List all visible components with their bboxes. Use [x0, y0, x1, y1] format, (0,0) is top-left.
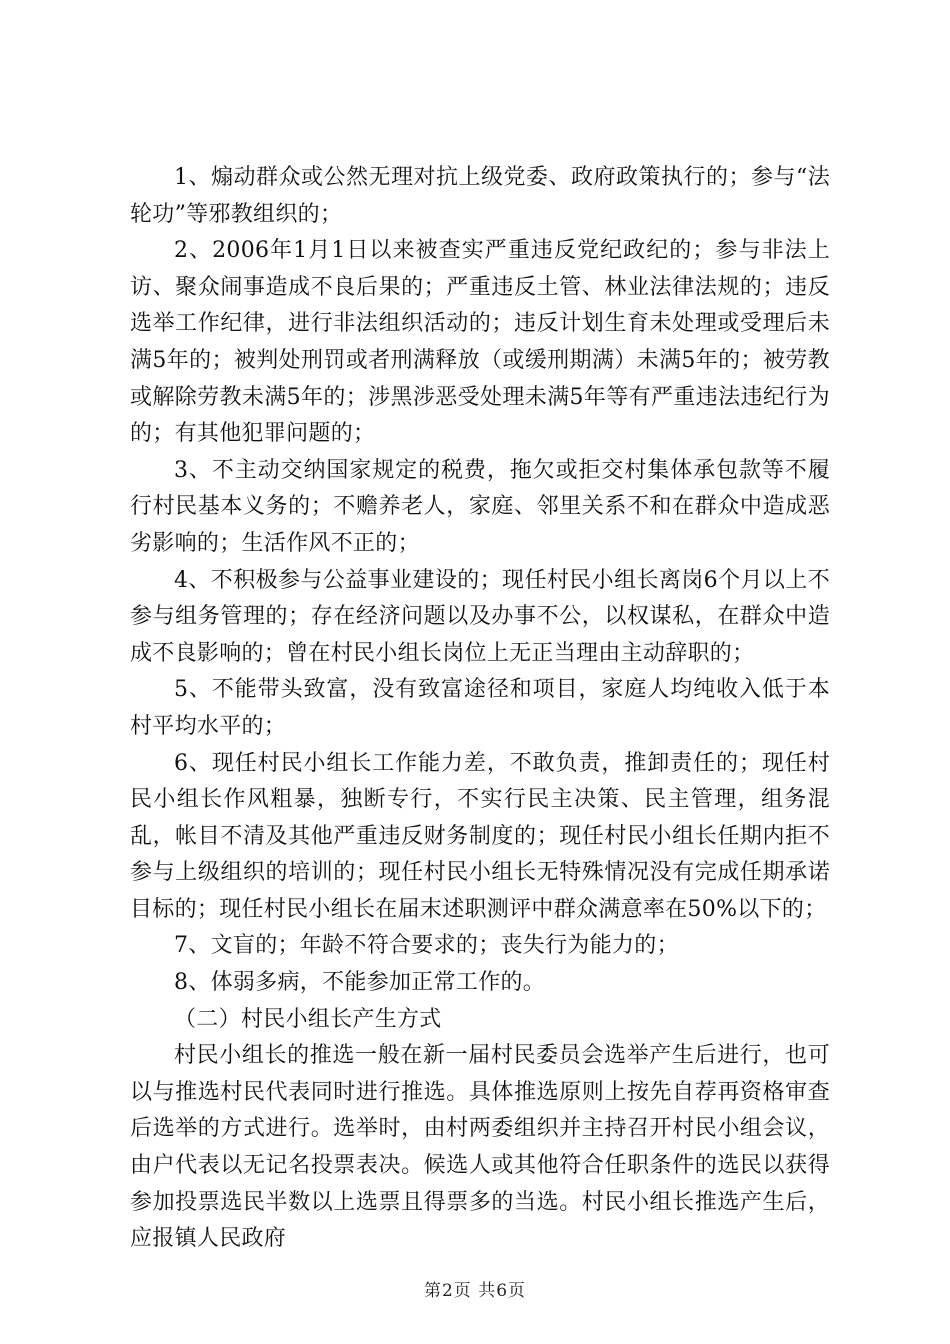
- clause-paragraph-5: 5、不能带头致富，没有致富途径和项目，家庭人均纯收入低于本村平均水平的；: [130, 677, 830, 739]
- document-body: [130, 160, 830, 1258]
- clause-paragraph-7: 7、文盲的；年龄不符合要求的；丧失行为能力的；: [174, 933, 679, 959]
- clause-paragraph-8: 8、体弱多病，不能参加正常工作的。: [174, 970, 546, 996]
- section-subheading: （二）村民小组长产生方式: [174, 1006, 442, 1032]
- closing-paragraph: 村民小组长的推选一般在新一届村民委员会选举产生后进行，也可以与推选村民代表同时进行推选。具体推选原则上按先自荐再资格审查后选举的方式进行。选举时，由村两委组织并主持召开村民小组会议，由户代表以无记名投票表决。候选人或其他符合任职条件的选民以获得参加投票选民半数以上选票且得票多的当选。村民小组长推选产生后，应报镇人民政府: [130, 1043, 830, 1252]
- clause-paragraph-1: 1、煽动群众或公然无理对抗上级党委、政府政策执行的；参与“法轮功”等邪教组织的；: [130, 165, 830, 227]
- clause-paragraph-6: 6、现任村民小组长工作能力差，不敢负责，推卸责任的；现任村民小组长作风粗暴，独断专行，不实行民主决策、民主管理，组务混乱，帐目不清及其他严重违反财务制度的；现任村民小组长任期内拒不参与上级组织的培训的；现任村民小组长无特殊情况没有完成任期承诺目标的；现任村民小组长在届末述职测评中群众满意率在50%以下的；: [130, 750, 830, 922]
- clause-paragraph-4: 4、不积极参与公益事业建设的；现任村民小组长离岗6个月以上不参与组务管理的；存在经济问题以及办事不公，以权谋私，在群众中造成不良影响的；曾在村民小组长岗位上无正当理由主动辞职的；: [130, 567, 830, 666]
- clause-paragraph-3: 3、不主动交纳国家规定的税费，拖欠或拒交村集体承包款等不履行村民基本义务的；不赡养老人，家庭、邻里关系不和在群众中造成恶劣影响的；生活作风不正的；: [130, 457, 830, 556]
- clause-paragraph-2: 2、2006年1月1日以来被查实严重违反党纪政纪的；参与非法上访、聚众闹事造成不良后果的；严重违反土管、林业法律法规的；违反选举工作纪律，进行非法组织活动的；违反计划生育未处理或受理后未满5年的；被判处刑罚或者刑满释放（或缓刑期满）未满5年的；被劳教或解除劳教未满5年的；涉黑涉恶受处理未满5年等有严重违法违纪行为的；有其他犯罪问题的；: [130, 238, 830, 447]
- page-number-footer: 第2页 共6页: [423, 1281, 527, 1301]
